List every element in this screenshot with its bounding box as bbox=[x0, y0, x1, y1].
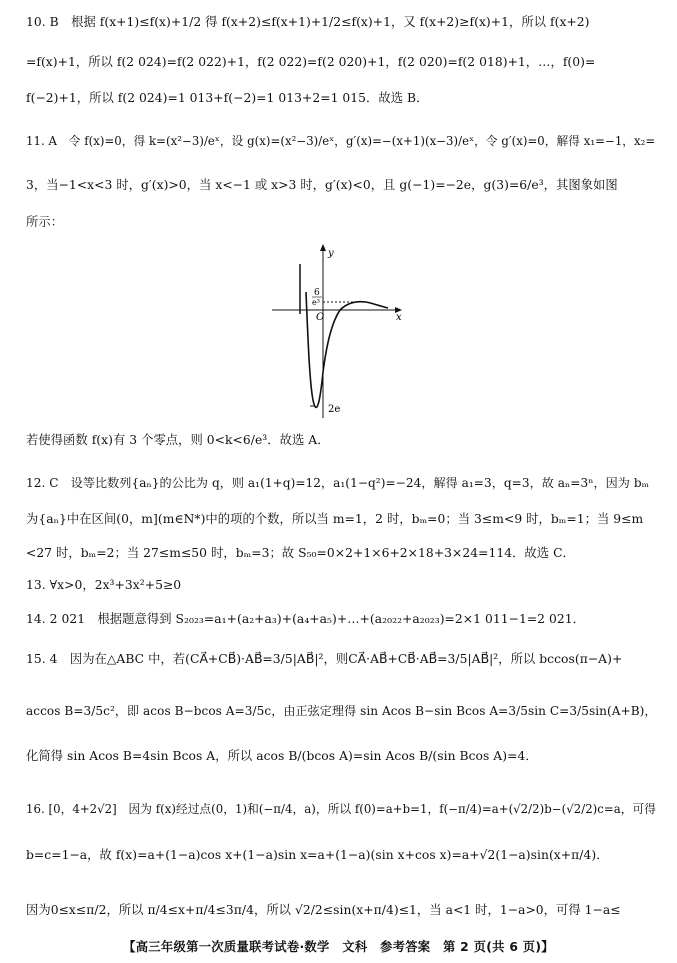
q15-line-1: 15. 4 因为在△ABC 中，若(CA⃗+CB⃗)·AB⃗=3/5|AB⃗|²，则CA⃗·AB⃗+CB⃗·AB⃗=3/5|AB⃗|²，所以 bccos(π−A)+ bbox=[26, 652, 623, 666]
q11-line-2: 3，当−1<x<3 时，g′(x)>0，当 x<−1 或 x>3 时，g′(x)<0，且 g(−1)=−2e，g(3)=6/e³，其图象如图 bbox=[26, 178, 618, 192]
x-axis-label: x bbox=[396, 312, 402, 323]
q16-line-3: 因为0≤x≤π/2，所以 π/4≤x+π/4≤3π/4，所以 √2/2≤sin(x+π/4)≤1，当 a<1 时，1−a>0，可得 1−a≤ bbox=[26, 903, 621, 917]
max-value-numerator: 6 bbox=[314, 288, 320, 298]
q12-line-2: 为{aₙ}中在区间(0，m](m∈N*)中的项的个数，所以当 m=1，2 时，bₘ=0；当 3≤m<9 时，bₘ=1；当 9≤m bbox=[26, 512, 644, 526]
function-graph bbox=[270, 242, 410, 420]
min-value-label: 2e bbox=[328, 404, 341, 415]
q11-line-1: 11. A 令 f(x)=0，得 k=(x²−3)/eˣ，设 g(x)=(x²−3)/eˣ，g′(x)=−(x+1)(x−3)/eˣ，令 g′(x)=0，解得 x₁=−1，x₂= bbox=[26, 134, 656, 148]
q16-line-2: b=c=1−a，故 f(x)=a+(1−a)cos x+(1−a)sin x=a+(1−a)(sin x+cos x)=a+√2(1−a)sin(x+π/4)． bbox=[26, 848, 609, 862]
q16-line-1: 16. [0，4+2√2] 因为 f(x)经过点(0，1)和(−π/4，a)，所以 f(0)=a+b=1，f(−π/4)=a+(√2/2)b−(√2/2)c=a，可得 bbox=[26, 802, 656, 816]
q10-line-2: =f(x)+1，所以 f(2 024)=f(2 022)+1，f(2 022)=f(2 020)+1，f(2 020)=f(2 018)+1，…，f(0)= bbox=[26, 55, 596, 69]
q11-line-3: 所示： bbox=[26, 215, 64, 229]
max-value-denominator: e³ bbox=[312, 298, 320, 307]
graph-svg bbox=[270, 242, 410, 420]
q13-line-1: 13. ∀x>0，2x³+3x²+5≥0 bbox=[26, 578, 182, 592]
curve-g bbox=[306, 292, 388, 407]
q14-line-1: 14. 2 021 根据题意得到 S₂₀₂₃=a₁+(a₂+a₃)+(a₄+a₅)+…+(a₂₀₂₂+a₂₀₂₃)=2×1 011−1=2 021． bbox=[26, 612, 585, 626]
q15-line-3: 化简得 sin Acos B=4sin Bcos A，所以 acos B/(bcos A)=sin Acos B/(sin Bcos A)=4． bbox=[26, 749, 538, 763]
y-axis-label: y bbox=[328, 248, 334, 259]
y-axis-arrow bbox=[320, 244, 326, 251]
page-footer: 【高三年级第一次质量联考试卷·数学 文科 参考答案 第 2 页(共 6 页)】 bbox=[123, 940, 554, 954]
q10-line-3: f(−2)+1，所以 f(2 024)=1 013+f(−2)=1 013+2=1 015．故选 B． bbox=[26, 91, 429, 105]
q12-line-3: <27 时，bₘ=2；当 27≤m≤50 时，bₘ=3；故 S₅₀=0×2+1×6+2×18+3×24=114．故选 C． bbox=[26, 546, 575, 560]
origin-label: O bbox=[316, 312, 325, 323]
q11-line-4: 若使得函数 f(x)有 3 个零点，则 0<k<6/e³．故选 A． bbox=[26, 433, 330, 447]
q15-line-2: accos B=3/5c²，即 acos B−bcos A=3/5c，由正弦定理得 sin Acos B−sin Bcos A=3/5sin C=3/5sin(A+B)， bbox=[26, 704, 657, 718]
q10-line-1: 10. B 根据 f(x+1)≤f(x)+1/2 得 f(x+2)≤f(x+1)+1/2≤f(x)+1，又 f(x+2)≥f(x)+1，所以 f(x+2) bbox=[26, 15, 590, 29]
q12-line-1: 12. C 设等比数列{aₙ}的公比为 q，则 a₁(1+q)=12，a₁(1−q²)=−24，解得 a₁=3，q=3，故 aₙ=3ⁿ，因为 bₘ bbox=[26, 476, 650, 490]
